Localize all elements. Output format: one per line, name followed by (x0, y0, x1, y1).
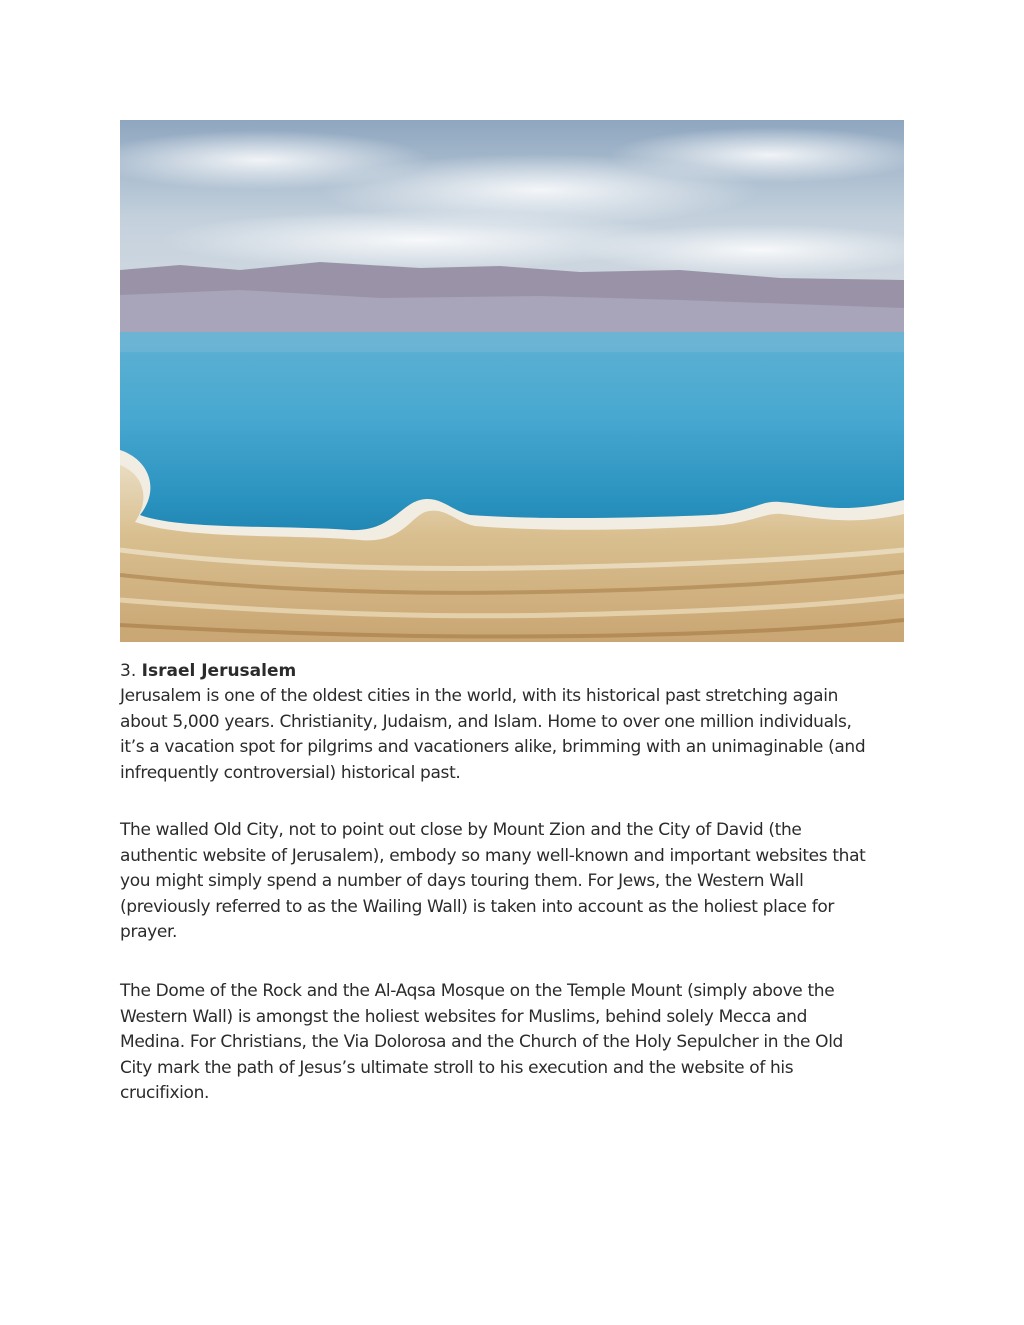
paragraph-line: about 5,000 years. Christianity, Judaism, and Islam. Home to over one million individuals, (120, 711, 852, 732)
paragraph-line: Jerusalem is one of the oldest cities in the world, with its historical past stretching again (120, 686, 838, 706)
section-title: Israel Jerusalem (141, 661, 297, 681)
paragraph-line: prayer. (120, 922, 178, 943)
paragraph-line: it’s a vacation spot for pilgrims and vacationers alike, brimming with an unimaginable (and (120, 737, 866, 758)
paragraph-line: infrequently controversial) historical past. (120, 762, 461, 783)
paragraph-line: crucifixion. (120, 1083, 210, 1104)
section-heading (120, 658, 910, 684)
paragraph-line: authentic website of Jerusalem), embody so many well-known and important websites that (120, 845, 866, 866)
paragraph-holy-sites (120, 979, 910, 1107)
paragraph-intro (120, 684, 910, 786)
paragraph-line: Medina. For Christians, the Via Dolorosa and the Church of the Holy Sepulcher in the Old (120, 1032, 844, 1053)
section-number: 3. (120, 661, 137, 681)
dead-sea-photo (120, 120, 904, 642)
paragraph-line: you might simply spend a number of days touring them. For Jews, the Western Wall (120, 871, 804, 892)
paragraph-line: The walled Old City, not to point out close by Mount Zion and the City of David (the (120, 820, 802, 840)
paragraph-old-city (120, 818, 910, 946)
paragraph-line: City mark the path of Jesus’s ultimate stroll to his execution and the website of his (120, 1057, 794, 1078)
paragraph-line: (previously referred to as the Wailing Wall) is taken into account as the holiest place for (120, 896, 835, 917)
paragraph-line: Western Wall) is amongst the holiest websites for Muslims, behind solely Mecca and (120, 1006, 808, 1027)
paragraph-line: The Dome of the Rock and the Al-Aqsa Mosque on the Temple Mount (simply above the (120, 981, 835, 1001)
